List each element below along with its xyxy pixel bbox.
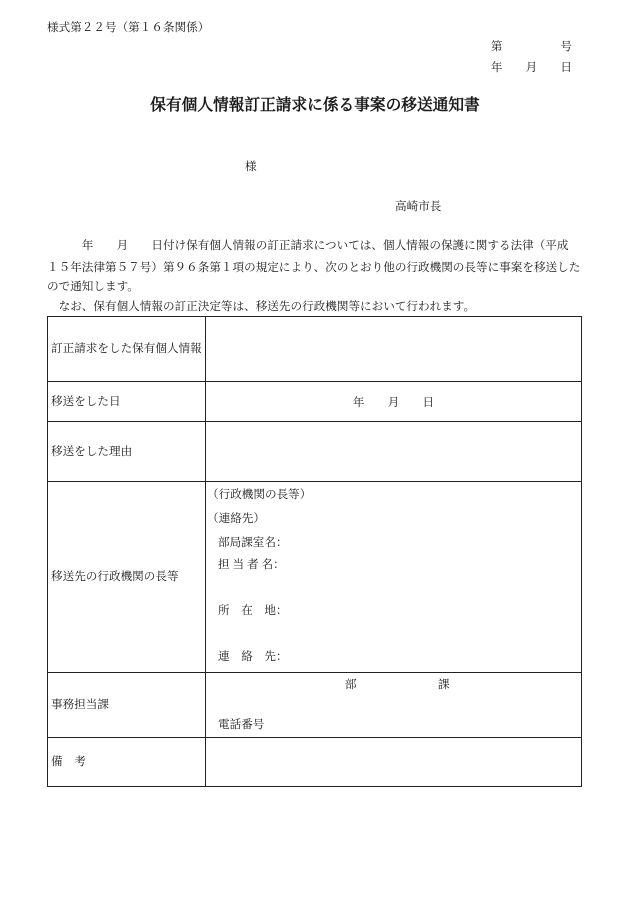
row-transfer-date — [48, 381, 581, 421]
row-transfer-destination — [48, 481, 581, 672]
value-responsible-section — [206, 673, 581, 737]
issuer-name: 高崎市長 — [395, 200, 442, 213]
value-transfer-reason — [206, 422, 581, 481]
destination-agency-head: （行政機関の長等） — [207, 488, 312, 501]
body-line-2: １５年法律第５７号）第９６条第１項の規定により、次のとおり他の行政機関の長等に事案を移送した — [47, 261, 581, 274]
row-corrected-info — [48, 317, 581, 381]
label-transfer-destination: 移送先の行政機関の長等 — [48, 482, 206, 672]
document-date: 年 月 日 — [490, 61, 572, 74]
body-line-4: なお、保有個人情報の訂正決定等は、移送先の行政機関等において行われます。 — [47, 300, 476, 313]
transfer-details-table — [47, 316, 582, 787]
value-remarks — [206, 738, 581, 786]
label-responsible-section: 事務担当課 — [48, 673, 206, 737]
body-line-1: 年 月 日付け保有個人情報の訂正請求については、個人情報の保護に関する法律（平成 — [47, 239, 569, 252]
form-number: 様式第２２号（第１６条関係） — [47, 21, 210, 34]
value-corrected-info — [206, 317, 581, 381]
document-number: 第 号 — [490, 40, 572, 53]
label-transfer-date: 移送をした日 — [48, 382, 206, 421]
addressee-suffix: 様 — [245, 160, 257, 173]
value-transfer-date: 年 月 日 — [352, 395, 435, 409]
section-suffix: 課 — [438, 678, 450, 691]
destination-person-label: 担 当 者 名： — [218, 558, 285, 571]
label-transfer-reason: 移送をした理由 — [48, 422, 206, 481]
row-responsible-section — [48, 672, 581, 737]
destination-department-label: 部局課室名： — [218, 536, 288, 549]
row-remarks — [48, 737, 581, 786]
label-remarks: 備 考 — [48, 738, 206, 786]
department-suffix: 部 — [345, 678, 357, 691]
destination-address-label: 所 在 地： — [218, 604, 288, 617]
destination-contact-label: 連 絡 先： — [218, 650, 288, 663]
row-transfer-reason — [48, 421, 581, 481]
document-title: 保有個人情報訂正請求に係る事案の移送通知書 — [150, 97, 480, 114]
body-line-3: ので通知します。 — [47, 280, 139, 293]
destination-contact-heading: （連絡先） — [207, 512, 265, 525]
label-corrected-info: 訂正請求をした保有個人情報 — [48, 317, 206, 381]
value-transfer-destination — [206, 482, 581, 672]
phone-number-label: 電話番号 — [218, 718, 265, 731]
